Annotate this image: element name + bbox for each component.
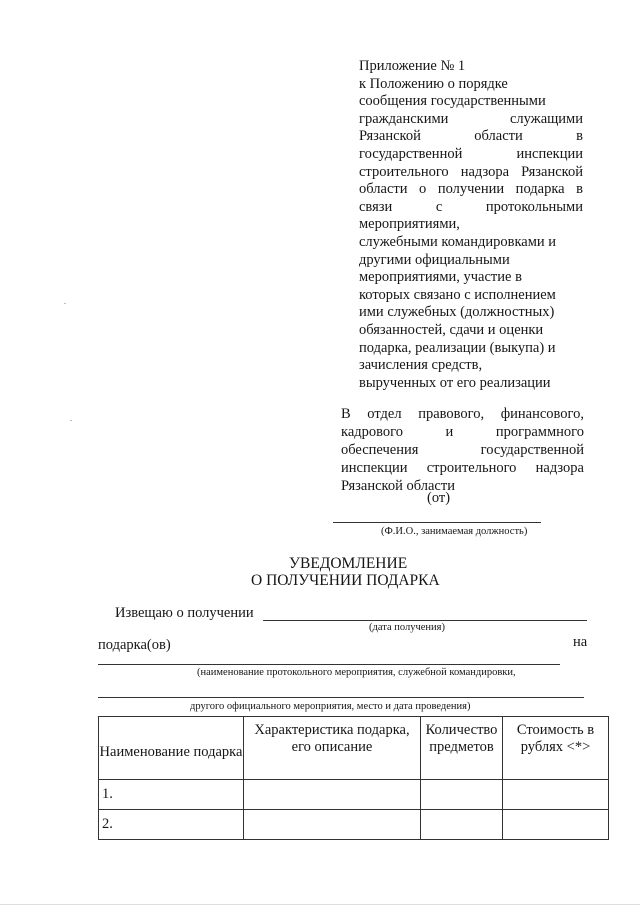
appendix-line: сообщения государственными	[359, 93, 546, 110]
addressee-line: обеспечения государственной	[341, 442, 584, 458]
appendix-line: служебными командировками и	[359, 233, 557, 250]
event-caption-1: (наименование протокольного мероприятия, служебной командировки,	[197, 667, 516, 678]
gifts-text: подарка(ов)	[98, 637, 171, 653]
appendix-line: другими официальными	[359, 251, 510, 268]
document-subtitle: О ПОЛУЧЕНИИ ПОДАРКА	[251, 572, 440, 589]
scan-speck	[64, 303, 66, 304]
column-header-quantity: Количество предметов	[421, 717, 503, 780]
appendix-line: мероприятиями,	[359, 216, 460, 233]
appendix-line: вырученных от его реализации	[359, 374, 551, 391]
event-caption-2: другого официального мероприятия, место и дата проведения)	[190, 701, 471, 712]
addressee-line: В отдел правового, финансового,	[341, 406, 584, 422]
addressee-block	[341, 405, 584, 495]
table-cell	[503, 780, 609, 810]
from-label: (от)	[427, 490, 451, 506]
table-cell: 2.	[99, 810, 244, 840]
addressee-line: инспекции строительного надзора	[341, 460, 584, 476]
table-cell	[244, 810, 421, 840]
table-cell	[421, 780, 503, 810]
column-header-cost: Стоимость в рублях <*>	[503, 717, 609, 780]
appendix-reference	[359, 58, 583, 392]
appendix-line: которых связано с исполнением	[359, 286, 556, 303]
appendix-line: Рязанской области в	[359, 128, 583, 145]
notify-text: Извещаю о получении	[115, 605, 254, 621]
appendix-line: государственной инспекции	[359, 145, 583, 162]
appendix-line: области о получении подарка в	[359, 181, 583, 198]
table-row	[99, 810, 609, 840]
appendix-line: строительного надзора Рязанской	[359, 163, 583, 180]
table-cell	[244, 780, 421, 810]
table-cell: 1.	[99, 780, 244, 810]
table-cell	[503, 810, 609, 840]
column-header-name: Наименование подарка	[99, 717, 244, 780]
appendix-line: мероприятиями, участие в	[359, 269, 522, 286]
table-cell	[421, 810, 503, 840]
table-row	[99, 780, 609, 810]
appendix-line: Приложение № 1	[359, 58, 466, 74]
table-header-row	[99, 717, 609, 780]
appendix-line: подарка, реализации (выкупа) и	[359, 339, 556, 356]
event-line-1	[98, 664, 560, 665]
addressee-line: кадрового и программного	[341, 424, 584, 440]
scan-speck	[70, 420, 72, 421]
on-text: на	[573, 634, 588, 650]
from-caption: (Ф.И.О., занимаемая должность)	[381, 526, 528, 537]
event-line-2	[98, 697, 584, 698]
date-received-line	[263, 620, 587, 621]
appendix-line: связи с протокольными	[359, 198, 583, 215]
appendix-line: зачисления средств,	[359, 357, 483, 374]
appendix-line: к Положению о порядке	[359, 75, 508, 92]
column-header-description: Характеристика подарка, его описание	[244, 717, 421, 780]
appendix-line: обязанностей, сдачи и оценки	[359, 321, 544, 338]
appendix-line: гражданскими служащими	[359, 110, 583, 127]
appendix-line: ими служебных (должностных)	[359, 304, 555, 321]
document-title: УВЕДОМЛЕНИЕ	[289, 555, 408, 572]
date-caption: (дата получения)	[369, 622, 445, 633]
addressee-line: Рязанской области	[341, 478, 455, 494]
from-signature-line	[333, 522, 541, 523]
gifts-table	[98, 716, 609, 840]
